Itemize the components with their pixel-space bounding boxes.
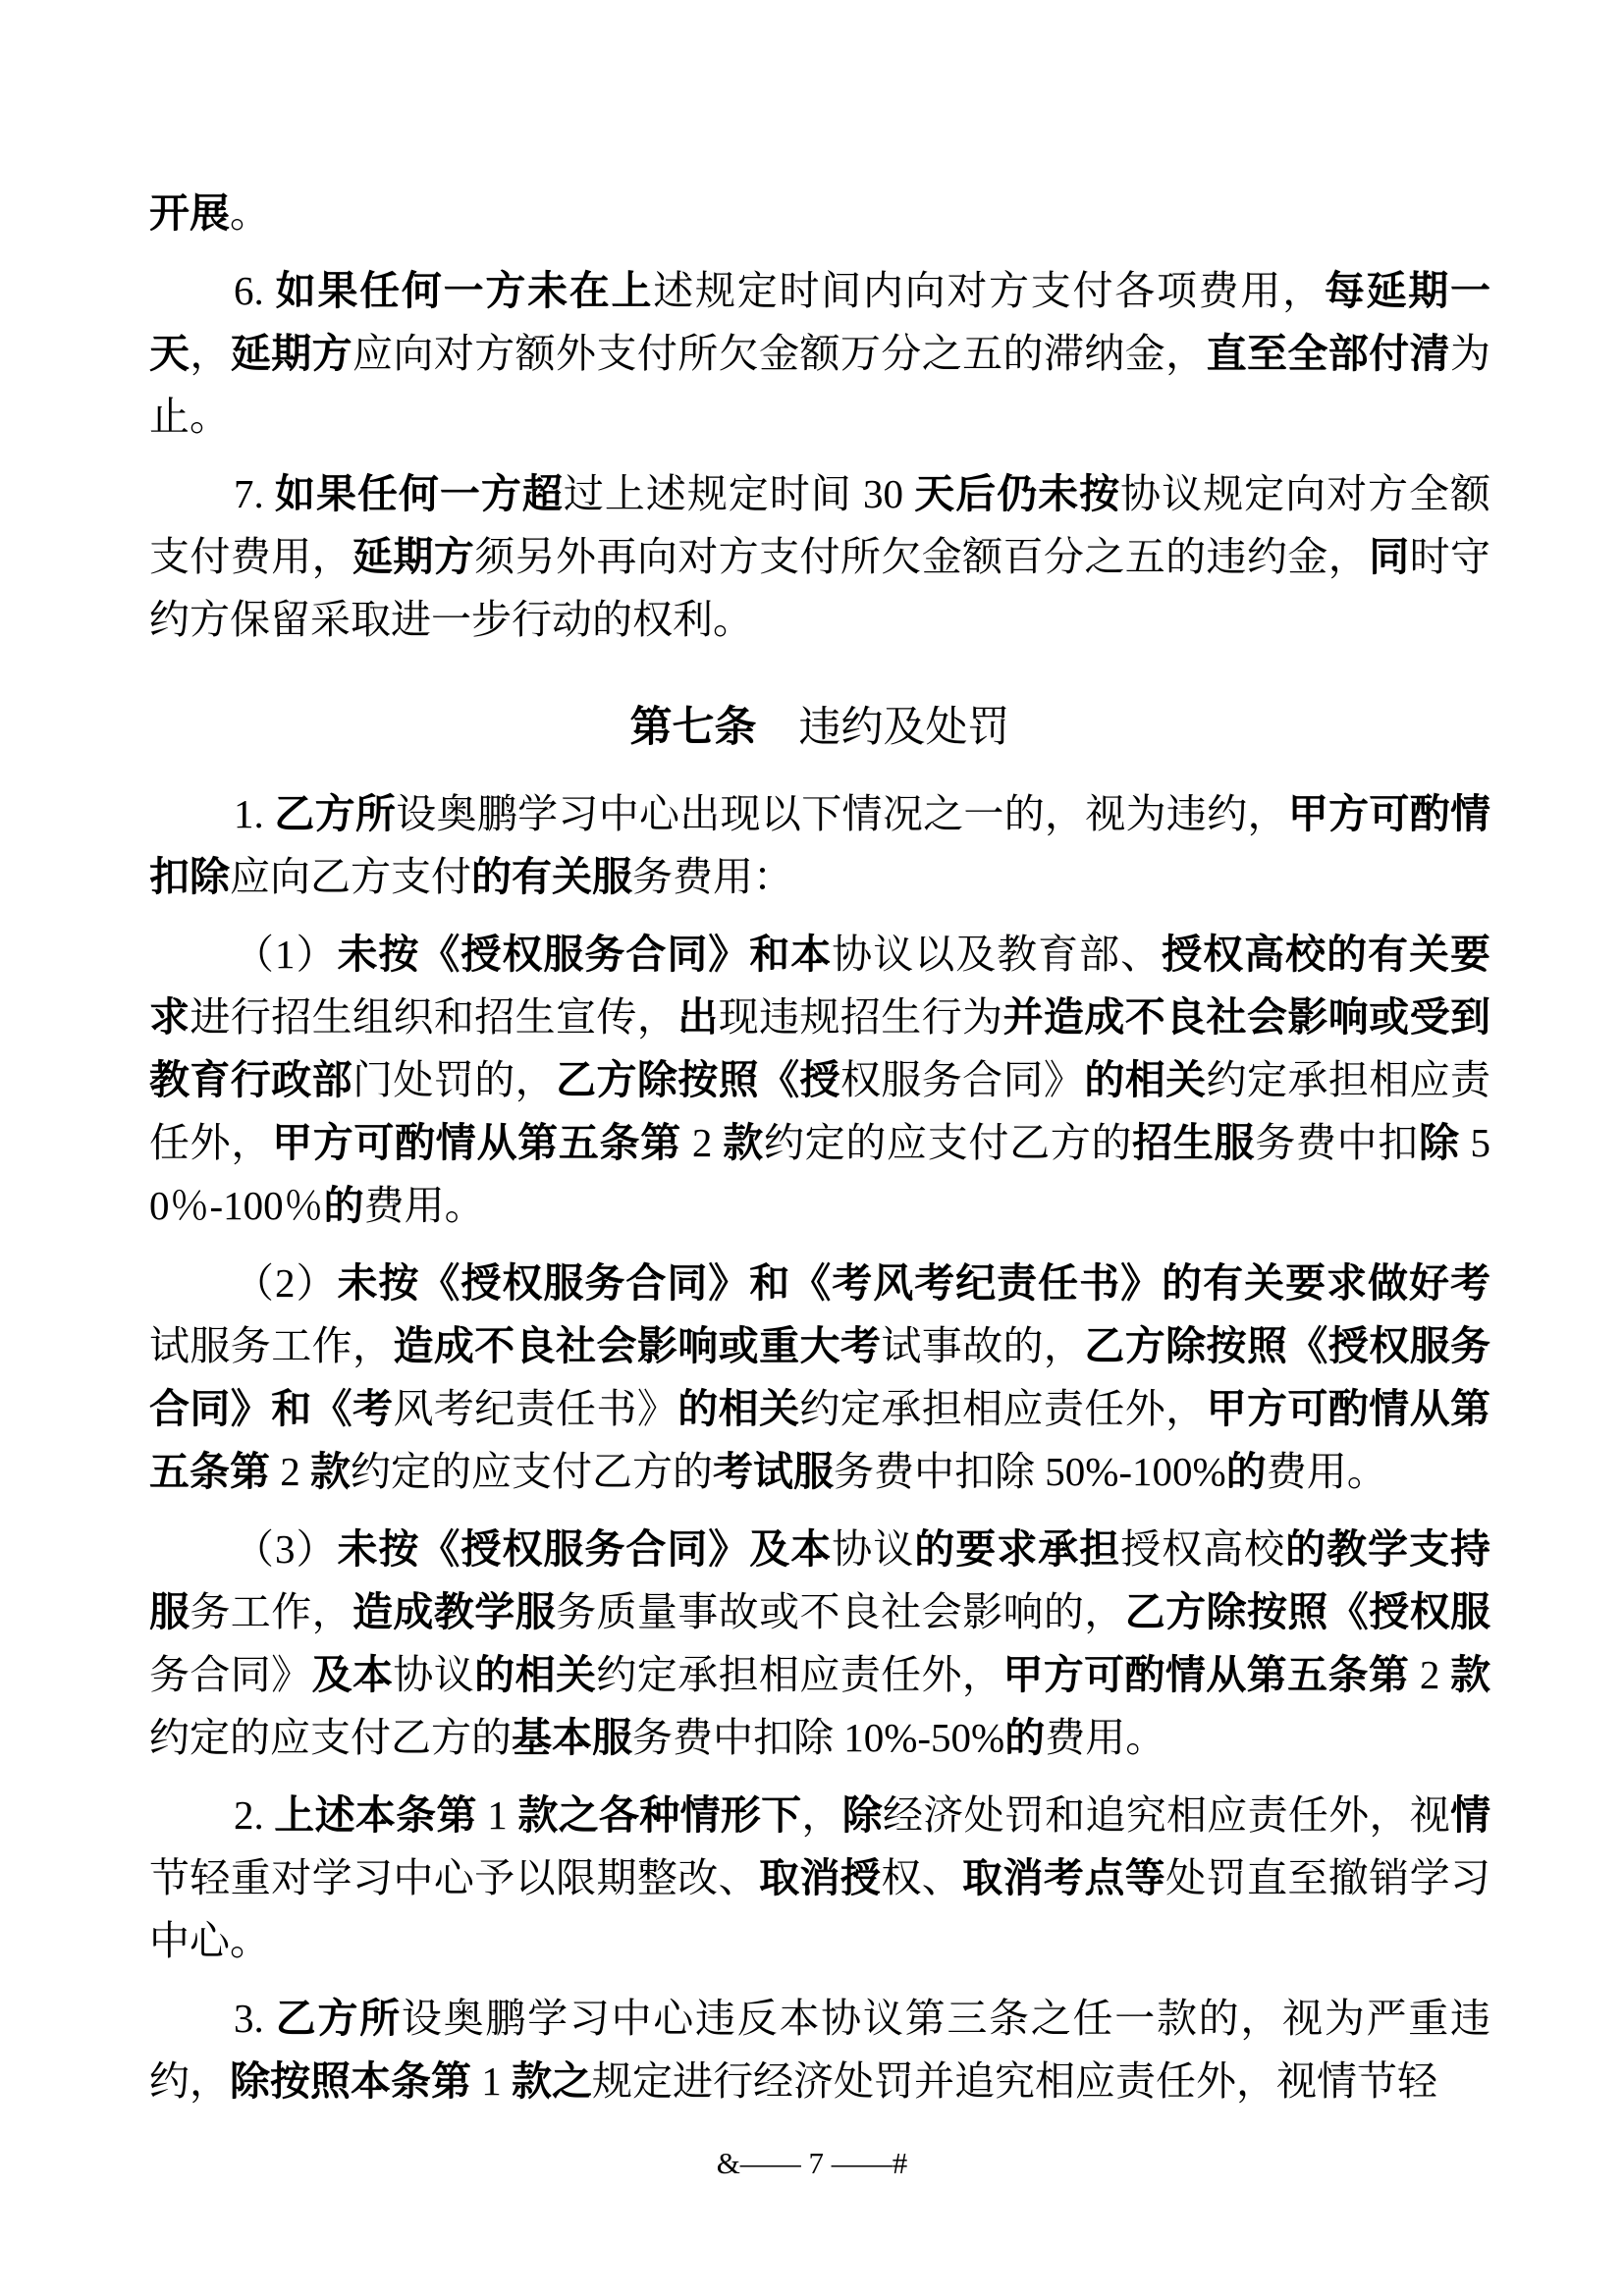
- text-run: 权、: [881, 1855, 963, 1900]
- text-run: 7.: [234, 471, 275, 516]
- page-number: &—— 7 ——#: [716, 2146, 908, 2180]
- text-run: 款之各种情形下: [517, 1792, 802, 1838]
- text-run: 处罚直至撤销学习中心。: [149, 1855, 1490, 1963]
- text-run: 授权高校的有关要求: [149, 932, 1491, 1040]
- text-run: 试服务工作，: [149, 1323, 394, 1368]
- paragraph: [149, 782, 1490, 908]
- text-run: 取消考点等: [962, 1855, 1166, 1900]
- text-run: 务质量事故或不良社会影响的，: [556, 1589, 1125, 1634]
- text-run: 未按《授权服务合同》和《考风考纪责任书》的有关要求做好考: [337, 1260, 1491, 1306]
- text-run: 门处罚的，: [352, 1057, 557, 1102]
- text-run: 乙方除按照《授权服务合同》和《考: [149, 1323, 1490, 1431]
- text-run: 2.: [234, 1792, 275, 1838]
- text-run: 除: [841, 1792, 883, 1838]
- text-run: 应向对方额外支付所欠金额万分之五的滞纳金，: [352, 331, 1207, 376]
- paragraph: [149, 923, 1490, 1237]
- text-run: 的教学支持服: [149, 1526, 1491, 1634]
- text-run: 10%-50%: [834, 1715, 1005, 1760]
- text-run: 延期方: [352, 534, 475, 579]
- text-run: 出: [677, 994, 719, 1040]
- text-run: 乙方所: [275, 1996, 402, 2041]
- text-run: 务费中扣除: [632, 1715, 834, 1760]
- text-run: ）: [295, 932, 338, 977]
- text-run: 现违规招生行为: [718, 994, 1003, 1040]
- text-run: 试事故的，: [881, 1323, 1085, 1368]
- text-run: 30: [851, 471, 915, 516]
- page-footer: [0, 2146, 1624, 2181]
- text-run: 。: [230, 190, 270, 236]
- text-run: 的相关: [1084, 1057, 1207, 1102]
- text-run: ，: [189, 331, 231, 376]
- text-run: 约定承担相应责任外，: [596, 1652, 1003, 1697]
- section-heading: [149, 696, 1490, 759]
- text-run: 甲方可酌情从第五条第: [272, 1120, 681, 1165]
- text-run: 的: [1225, 1449, 1267, 1494]
- text-run: 1: [471, 2058, 512, 2104]
- text-run: 取消授: [759, 1855, 882, 1900]
- text-run: 及本: [311, 1652, 394, 1697]
- paragraph: [149, 1518, 1490, 1769]
- text-run: 考试服: [713, 1449, 834, 1494]
- text-run: 的: [1004, 1715, 1046, 1760]
- text-run: 述规定时间内向对方支付各项费用，: [653, 268, 1325, 313]
- text-run: 协议规定向对方全额支付费用，: [149, 471, 1491, 579]
- text-run: 50％-100％: [149, 1120, 1491, 1228]
- text-run: 1: [476, 1792, 518, 1838]
- text-run: 费用。: [1045, 1715, 1166, 1760]
- text-run: 造成教学服: [352, 1589, 557, 1634]
- text-run: 2: [270, 1449, 310, 1494]
- text-run: 3.: [234, 1996, 276, 2041]
- text-run: 规定进行经济处罚并追究相应责任外，视情节轻: [592, 2058, 1437, 2104]
- text-run: 设奥鹏学习中心违反本协议第三条之任一款的，视为严重违约，: [149, 1996, 1491, 2104]
- text-run: 延期方: [230, 331, 353, 376]
- text-run: 款: [310, 1449, 351, 1494]
- text-run: 2: [274, 1260, 296, 1306]
- text-run: 约定的应支付乙方的: [149, 1715, 512, 1760]
- text-run: 约定承担相应责任外，: [799, 1386, 1207, 1431]
- text-run: 造成不良社会影响或重大考: [393, 1323, 882, 1368]
- document-body: [149, 182, 1490, 2127]
- text-run: 6.: [234, 268, 276, 313]
- text-run: 应向乙方支付: [230, 854, 471, 899]
- text-run: 费用。: [1266, 1449, 1387, 1494]
- text-run: 如果任何一方未在上: [275, 268, 654, 313]
- text-run: 款: [723, 1120, 764, 1165]
- text-run: 甲方可酌情从第五条第: [149, 1386, 1490, 1494]
- text-run: 费用。: [363, 1183, 485, 1228]
- text-run: 2: [680, 1120, 724, 1165]
- text-run: ，: [801, 1792, 842, 1838]
- text-run: 节轻重对学习中心予以限期整改、: [149, 1855, 760, 1900]
- text-run: 1: [274, 932, 296, 977]
- text-run: 的要求承担: [914, 1526, 1121, 1572]
- text-run: 除: [1418, 1120, 1460, 1165]
- text-run: 并造成不良社会影响或受到教育行政部: [149, 994, 1490, 1102]
- text-run: （: [234, 932, 275, 977]
- paragraph: [149, 182, 1490, 244]
- text-run: 协议: [393, 1652, 475, 1697]
- text-run: 过上述规定时间: [563, 471, 852, 516]
- text-run: 约定承担相应责任外，: [149, 1057, 1490, 1165]
- text-run: 违约及处罚: [756, 704, 1010, 751]
- paragraph: [149, 1987, 1490, 2112]
- text-run: 的相关: [677, 1386, 800, 1431]
- text-run: 乙方除按照《授权服: [1124, 1589, 1490, 1634]
- text-run: 时守约方保留采取进一步行动的权利。: [149, 534, 1490, 642]
- text-run: 务费用：: [632, 854, 793, 899]
- text-run: 务工作，: [189, 1589, 353, 1634]
- paragraph: [149, 1252, 1490, 1503]
- paragraph: [149, 1784, 1490, 1972]
- text-run: （: [234, 1260, 275, 1306]
- text-run: 授权高校: [1120, 1526, 1286, 1572]
- text-run: 约定的应支付乙方的: [763, 1120, 1133, 1165]
- text-run: 款之: [512, 2058, 592, 2104]
- text-run: ）: [295, 1260, 338, 1306]
- text-run: 开展: [149, 190, 230, 236]
- text-run: 务合同》: [149, 1652, 312, 1697]
- text-run: 除按照本条第: [230, 2058, 471, 2104]
- text-run: 须另外再向对方支付所欠金额百分之五的违约金，: [474, 534, 1370, 579]
- text-run: 风考纪责任书》: [393, 1386, 678, 1431]
- text-run: 协议以及教育部、: [832, 932, 1163, 977]
- text-run: 甲方可酌情扣除: [149, 791, 1491, 899]
- text-run: 的: [323, 1183, 364, 1228]
- text-run: 天后仍未按: [914, 471, 1121, 516]
- text-run: 乙方除按照《授: [556, 1057, 840, 1102]
- text-run: 直至全部付清: [1206, 331, 1450, 376]
- text-run: 上述本条第: [274, 1792, 477, 1838]
- text-run: 经济处罚和追究相应责任外，视: [882, 1792, 1451, 1838]
- text-run: 进行招生组织和招生宣传，: [189, 994, 678, 1040]
- text-run: 每延期一天: [149, 268, 1491, 376]
- text-run: 2: [1409, 1652, 1451, 1697]
- text-run: 乙方所: [274, 791, 397, 836]
- text-run: 甲方可酌情从第五条第: [1002, 1652, 1410, 1697]
- text-run: 约定的应支付乙方的: [351, 1449, 713, 1494]
- text-run: 设奥鹏学习中心出现以下情况之一的，视为违约，: [396, 791, 1288, 836]
- text-run: 款: [1450, 1652, 1491, 1697]
- text-run: 同: [1369, 534, 1410, 579]
- text-run: 情: [1450, 1792, 1491, 1838]
- text-run: 权服务合同》: [839, 1057, 1085, 1102]
- text-run: 的有关服: [471, 854, 632, 899]
- text-run: 3: [274, 1526, 296, 1572]
- text-run: 1.: [234, 791, 275, 836]
- text-run: 未按《授权服务合同》和本: [337, 932, 833, 977]
- text-run: （: [234, 1526, 275, 1572]
- text-run: 第七条: [629, 704, 757, 751]
- text-run: 未按《授权服务合同》及本: [337, 1526, 833, 1572]
- paragraph: [149, 462, 1490, 651]
- text-run: 的相关: [474, 1652, 597, 1697]
- text-run: 50%-100%: [1035, 1449, 1226, 1494]
- text-run: 如果任何一方超: [274, 471, 564, 516]
- text-run: ）: [295, 1526, 338, 1572]
- text-run: 为止。: [149, 331, 1490, 439]
- paragraph: [149, 259, 1490, 448]
- text-run: 务费中扣: [1255, 1120, 1419, 1165]
- text-run: 务费中扣除: [834, 1449, 1035, 1494]
- text-run: 协议: [832, 1526, 915, 1572]
- text-run: 基本服: [512, 1715, 632, 1760]
- text-run: 招生服: [1132, 1120, 1256, 1165]
